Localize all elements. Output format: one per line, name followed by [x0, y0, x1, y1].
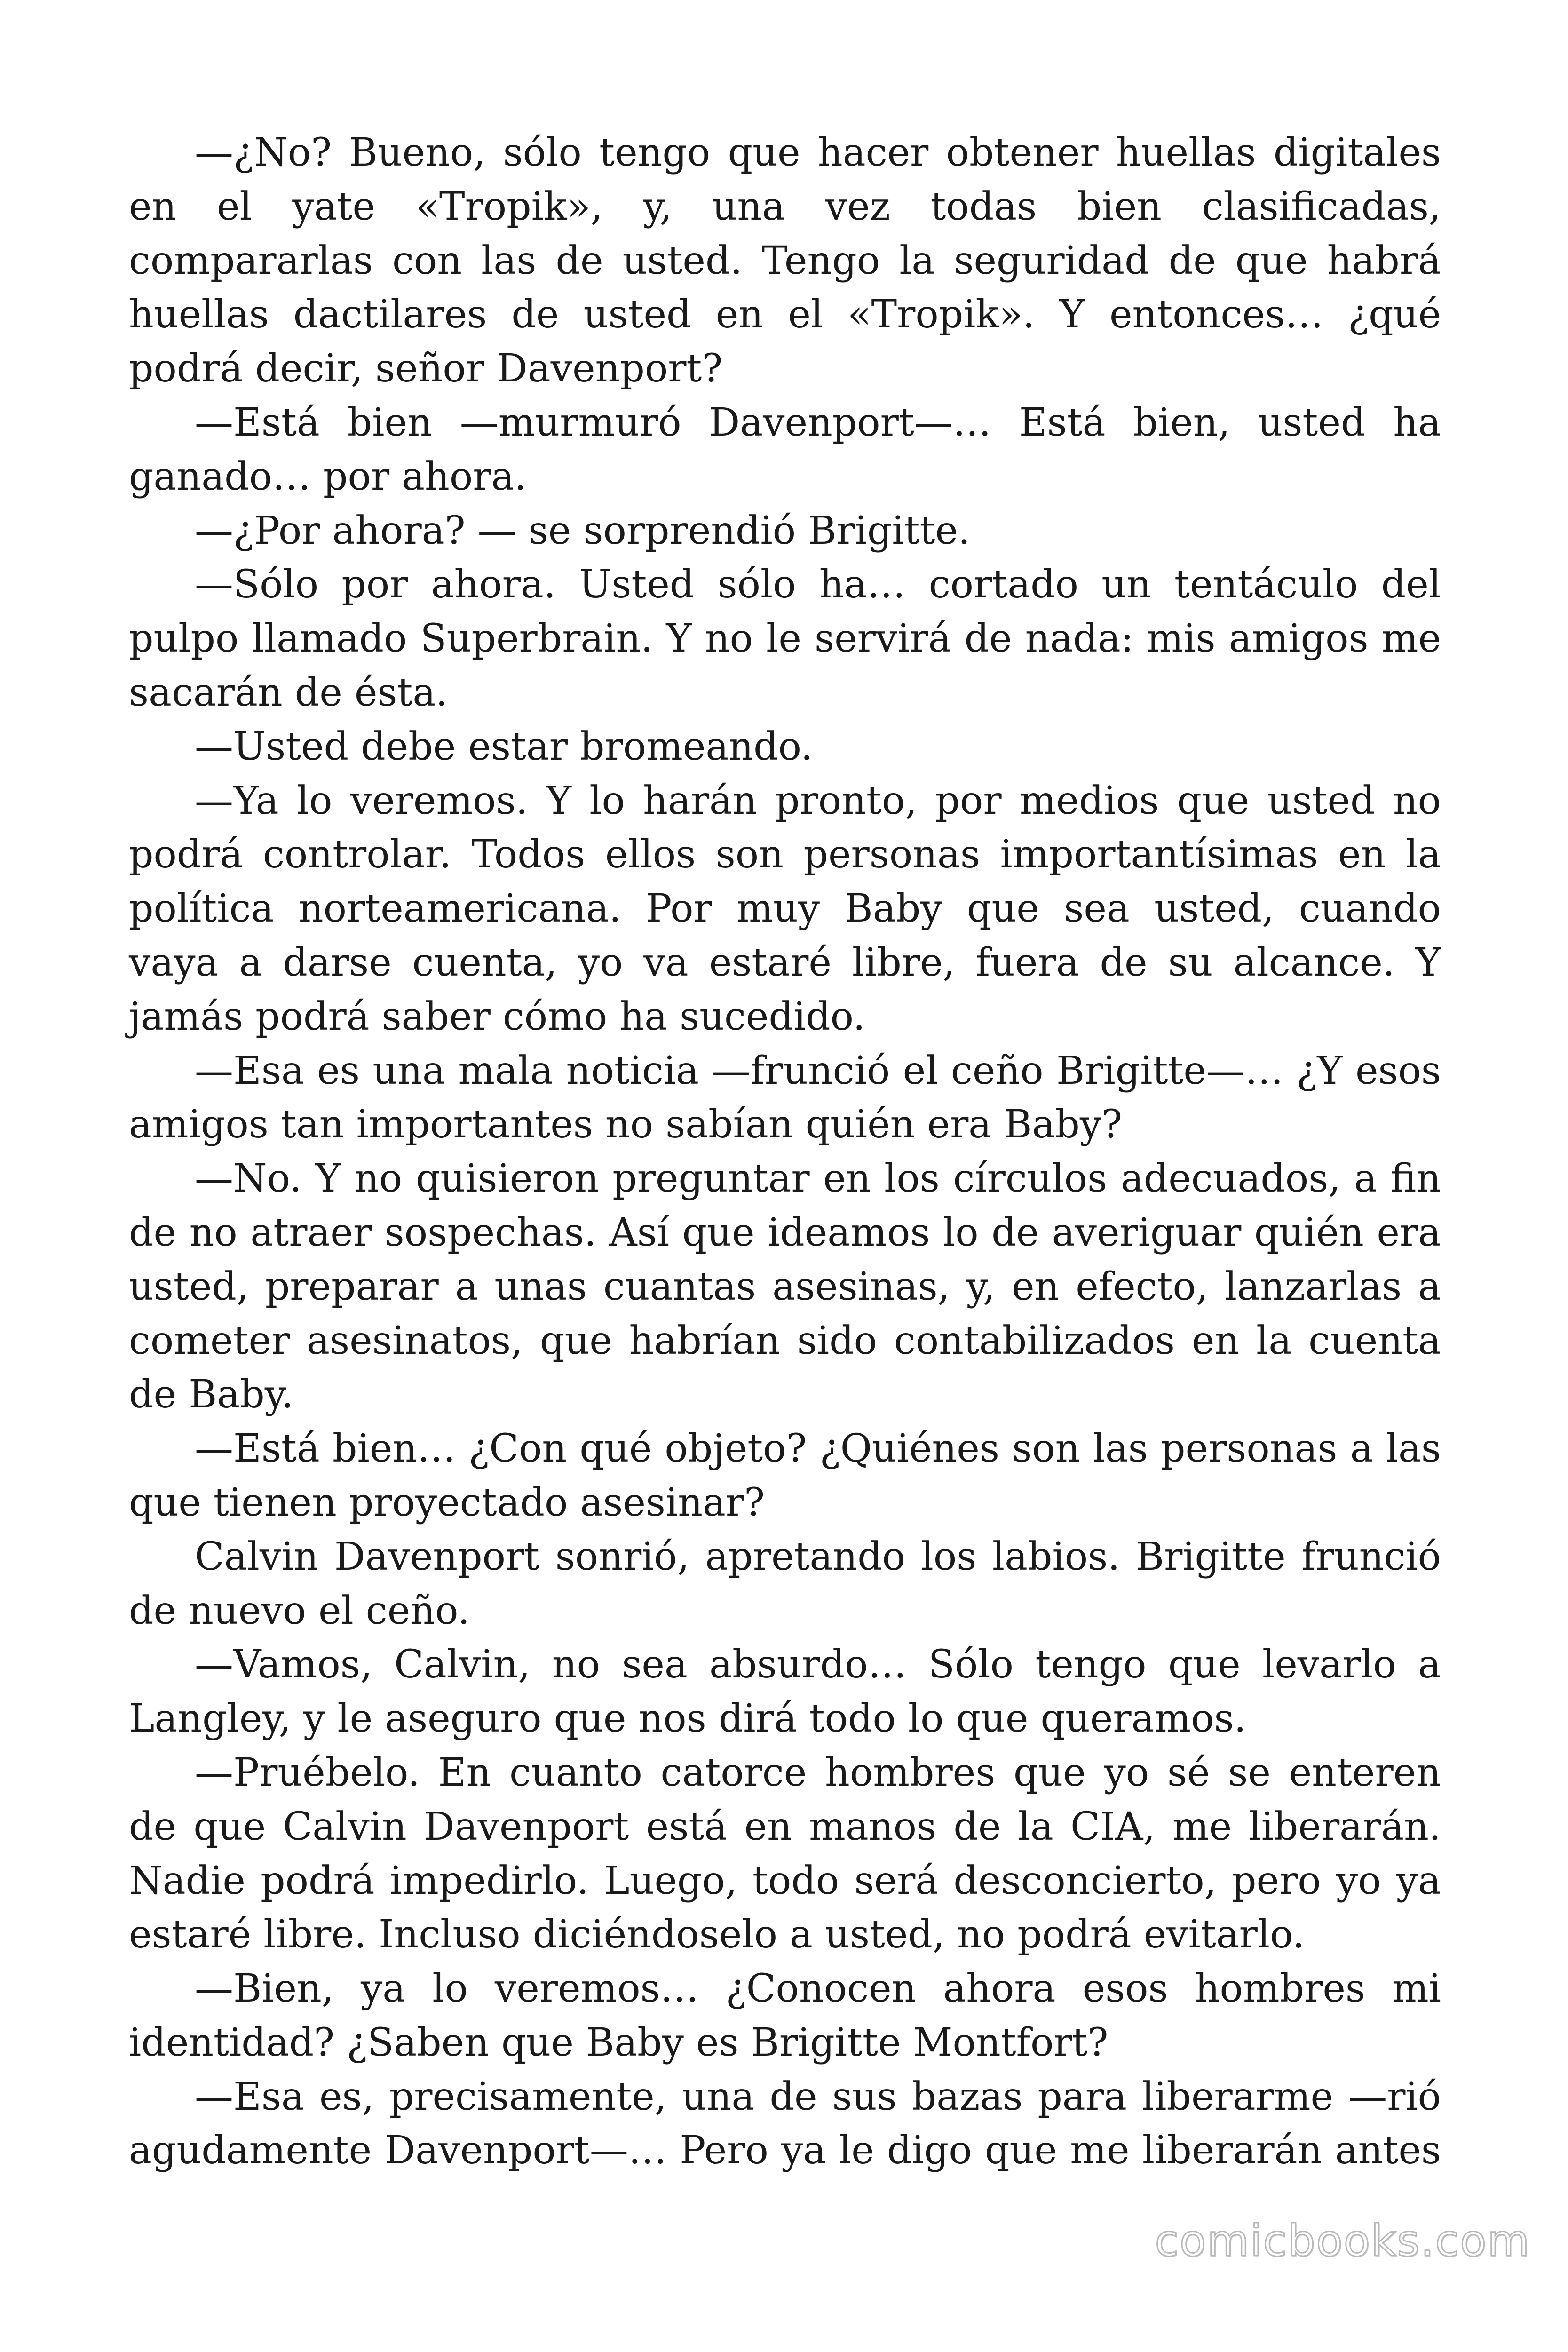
paragraph: —¿No? Bueno, sólo tengo que hacer obtener huellas digitales en el yate «Tropik», y, una vez todas bien clasificadas, compararlas con las de usted. Tengo la seguridad de que habrá huellas dactilares de usted en el «Tropik». Y entonces… ¿qué podrá decir, señor Davenport? — [129, 130, 1441, 391]
paragraph: —Está bien… ¿Con qué objeto? ¿Quiénes son las personas a las que tienen proyectado asesinar? — [129, 1426, 1441, 1525]
paragraph: —Usted debe estar bromeando. — [195, 724, 813, 769]
paragraph: —Vamos, Calvin, no sea absurdo… Sólo tengo que levarlo a Langley, y le aseguro que nos dirá todo lo que queramos. — [129, 1642, 1441, 1741]
paragraph: —Esa es una mala noticia —frunció el ceño Brigitte—… ¿Y esos amigos tan importantes no sabían quién era Baby? — [129, 1048, 1441, 1147]
paragraph: —Esa es, precisamente, una de sus bazas para liberarme —rió agudamente Davenport—… Pero ya le digo que me liberarán antes — [129, 2074, 1441, 2173]
paragraph: —Está bien —murmuró Davenport—… Está bien, usted ha ganado… por ahora. — [129, 400, 1441, 499]
paragraph: —¿Por ahora? — se sorprendió Brigitte. — [195, 508, 971, 553]
paragraph: —No. Y no quisieron preguntar en los círculos adecuados, a fin de no atraer sospechas. Así que ideamos lo de averiguar quién era usted, preparar a unas cuantas asesinas, y, en efecto, lanzarlas a cometer asesinatos, que habrían sido contabilizados en la cuenta de Baby. — [129, 1156, 1441, 1417]
page-body — [129, 126, 1441, 2178]
paragraph: Calvin Davenport sonrió, apretando los labios. Brigitte frunció de nuevo el ceño. — [129, 1534, 1441, 1633]
paragraph: —Pruébelo. En cuanto catorce hombres que yo sé se enteren de que Calvin Davenport está en manos de la CIA, me liberarán. Nadie podrá impedirlo. Luego, todo será desconcierto, pero yo ya estaré libre. Incluso diciéndoselo a usted, no podrá evitarlo. — [129, 1750, 1441, 1957]
paragraph: —Bien, ya lo veremos… ¿Conocen ahora esos hombres mi identidad? ¿Saben que Baby es Brigitte Montfort? — [129, 1966, 1441, 2065]
watermark: comicbooks.com — [1155, 2216, 1530, 2266]
paragraph: —Sólo por ahora. Usted sólo ha… cortado un tentáculo del pulpo llamado Superbrain. Y no le servirá de nada: mis amigos me sacarán de ésta. — [129, 562, 1441, 715]
paragraph: —Ya lo veremos. Y lo harán pronto, por medios que usted no podrá controlar. Todos ellos son personas importantísimas en la política norteamericana. Por muy Baby que sea usted, cuando vaya a darse cuenta, yo va estaré libre, fuera de su alcance. Y jamás podrá saber cómo ha sucedido. — [129, 778, 1441, 1039]
